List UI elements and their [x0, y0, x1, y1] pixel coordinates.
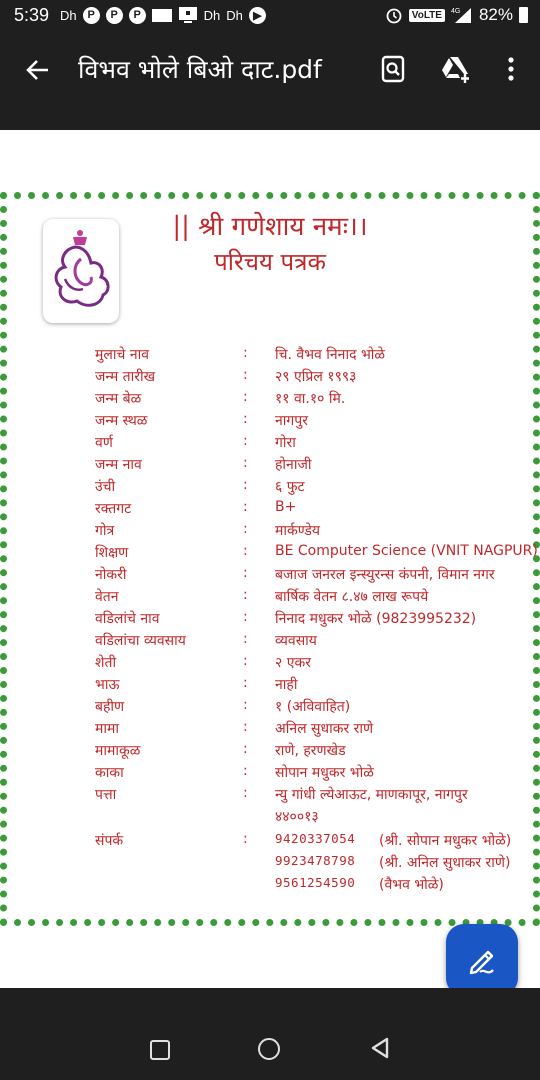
field-value: ४४००१३ [275, 809, 319, 825]
contact-number: 9561254590 [275, 875, 356, 890]
search-document-icon [378, 54, 408, 84]
dh-notification-icon: Dh [226, 7, 243, 23]
field-value: २ एकर [275, 655, 311, 671]
field-label: मुलाचे नाव [95, 347, 150, 363]
field-value: बजाज जनरल इन्स्युरन्स कंपनी, विमान नगर [275, 567, 495, 583]
field-label: मामा [95, 721, 119, 737]
pinterest-icon: P [106, 7, 123, 24]
field-label: रक्तगट [95, 501, 132, 517]
field-label: वडिलांचे नाव [95, 611, 160, 627]
pinterest-icon: P [129, 7, 146, 24]
field-colon: : [243, 521, 248, 537]
field-colon: : [243, 367, 248, 383]
signal-icon [451, 6, 473, 24]
volte-badge: VoLTE [409, 9, 445, 22]
field-label: जन्म बेळ [95, 391, 142, 407]
field-label: वडिलांचा व्यवसाय [95, 633, 186, 649]
field-value: सोपान मधुकर भोळे [275, 765, 374, 781]
field-label: वर्ण [95, 435, 113, 451]
edit-annotate-icon [446, 924, 518, 996]
field-colon: : [243, 477, 248, 493]
field-value: १ (अविवाहित) [275, 699, 351, 715]
contact-label: संपर्क [95, 833, 124, 849]
notification-icons [60, 6, 266, 24]
back-arrow-icon [20, 52, 56, 88]
field-value: नाही [275, 677, 298, 693]
more-vert-icon [500, 54, 522, 84]
battery-percent: 82% [478, 5, 513, 24]
field-colon: : [243, 455, 248, 471]
back-button[interactable] [20, 52, 56, 88]
field-colon: : [243, 763, 248, 779]
pdf-viewer[interactable] [0, 130, 540, 988]
alarm-icon [385, 6, 403, 24]
dh-notification-icon: Dh [203, 7, 221, 23]
battery-icon [519, 7, 528, 23]
field-colon: : [243, 831, 248, 847]
field-label: मामाकूळ [95, 743, 141, 759]
field-value: अनिल सुधाकर राणे [275, 721, 374, 737]
field-colon: : [243, 345, 248, 361]
back-icon[interactable] [368, 1036, 392, 1060]
more-options-button[interactable] [500, 54, 522, 84]
field-label: पत्ता [95, 787, 117, 803]
field-value: व्यवसाय [275, 633, 317, 649]
field-label: शिक्षण [95, 545, 129, 561]
field-label: जन्म नाव [95, 457, 142, 473]
field-value: नागपुर [275, 413, 308, 429]
system-status [385, 5, 528, 25]
field-label: उंची [95, 479, 116, 495]
contact-number: 9420337054 [275, 831, 356, 846]
search-document-button[interactable] [378, 54, 408, 84]
field-colon: : [243, 675, 248, 691]
field-value: राणे, हरणखेड [275, 743, 346, 759]
field-colon: : [243, 433, 248, 449]
field-colon: : [243, 587, 248, 603]
play-icon: ▶ [249, 7, 266, 24]
news-icon [152, 9, 172, 22]
field-label: जन्म स्थळ [95, 413, 148, 429]
field-value: ११ वा.१० मि. [275, 391, 346, 407]
status-bar [0, 0, 540, 32]
tv-icon [178, 6, 198, 24]
field-colon: : [243, 543, 248, 559]
field-value: २९ एप्रिल १९९३ [275, 369, 357, 385]
field-label: भाऊ [95, 677, 120, 693]
field-colon: : [243, 411, 248, 427]
field-value: बार्षिक वेतन ८.४७ लाख रूपये [275, 589, 429, 605]
field-value: होनाजी [275, 457, 312, 473]
app-bar [0, 32, 540, 130]
status-time: 5:39 [14, 5, 50, 25]
contact-name: (श्री. अनिल सुधाकर राणे) [379, 855, 511, 871]
field-value: ६ फुट [275, 479, 305, 495]
contact-number: 9923478798 [275, 853, 356, 868]
field-label: जन्म तारीख [95, 369, 156, 385]
field-value: BE Computer Science (VNIT NAGPUR) [275, 543, 538, 559]
field-colon: : [243, 499, 248, 515]
contact-name: (श्री. सोपान मधुकर भोळे) [379, 833, 512, 849]
field-value: न्यु गांधी ल्येआऊट, माणकापूर, नागपुर [275, 787, 468, 803]
field-colon: : [243, 389, 248, 405]
recents-icon[interactable] [150, 1040, 170, 1060]
annotate-button[interactable] [446, 924, 518, 996]
field-label: वेतन [95, 589, 119, 605]
svg-text:4G: 4G [450, 8, 461, 15]
pinterest-icon: P [83, 7, 100, 24]
add-to-drive-button[interactable] [440, 54, 470, 84]
field-colon: : [243, 609, 248, 625]
pdf-page [0, 192, 540, 926]
field-colon: : [243, 653, 248, 669]
navigation-bar [0, 988, 540, 1080]
field-label: काका [95, 765, 124, 781]
field-value: B+ [275, 499, 297, 515]
field-colon: : [243, 697, 248, 713]
field-colon: : [243, 785, 248, 801]
field-colon: : [243, 565, 248, 581]
field-colon: : [243, 719, 248, 735]
home-icon[interactable] [258, 1038, 280, 1060]
field-label: बहीण [95, 699, 125, 715]
field-value: चि. वैभव निनाद भोळे [275, 347, 386, 363]
field-colon: : [243, 631, 248, 647]
field-value: गोरा [275, 435, 296, 451]
dh-notification-icon: Dh [60, 7, 77, 23]
add-to-drive-icon [440, 54, 472, 84]
field-value: मार्कण्डेय [275, 523, 321, 539]
page-subheading: परिचय पत्रक [214, 248, 326, 276]
field-label: शेती [95, 655, 117, 671]
document-title: विभव भोले बिओ दाट.pdf [78, 55, 322, 84]
field-label: गोत्र [95, 523, 115, 539]
field-label: नोकरी [95, 567, 127, 583]
field-colon: : [243, 741, 248, 757]
page-heading: || श्री गणेशाय नमः।। [172, 212, 368, 242]
contact-name: (वैभव भोळे) [379, 877, 444, 893]
field-value: निनाद मधुकर भोळे (9823995232) [275, 611, 477, 627]
